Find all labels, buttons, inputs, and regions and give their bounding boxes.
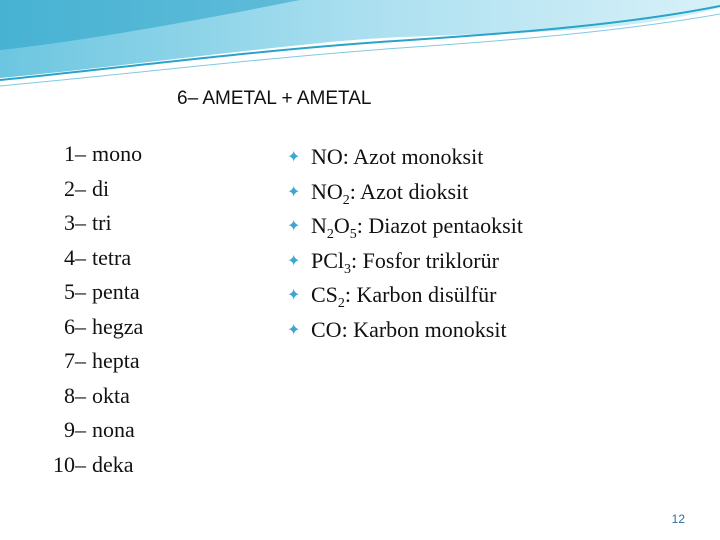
prefix-number: 7–: [64, 348, 86, 373]
prefix-number: 9–: [64, 417, 86, 442]
compound-name: : Azot dioksit: [349, 178, 469, 204]
prefix-number: 3–: [64, 210, 86, 235]
compound-list: [287, 140, 707, 347]
compound-name: : Karbon monoksit: [341, 316, 507, 342]
prefix-item: [50, 206, 145, 241]
formula-part: 5: [349, 227, 357, 242]
formula-part: CO: [311, 316, 342, 342]
bullet-icon: ✦: [287, 252, 301, 270]
formula-part: N: [311, 213, 327, 238]
prefix-name: tetra: [92, 244, 132, 270]
prefix-name: hepta: [92, 348, 140, 373]
prefix-name: penta: [92, 279, 140, 304]
compound-name: : Karbon disülfür: [344, 282, 497, 307]
compound-formula: [311, 178, 350, 208]
header-wave-banner: [0, 0, 720, 90]
bullet-icon: ✦: [287, 218, 301, 235]
prefix-item: [50, 137, 145, 172]
formula-part: O: [333, 213, 350, 238]
compound-name: : Azot monoksit: [342, 144, 484, 169]
compound-formula: [311, 317, 342, 342]
prefix-list: [50, 137, 160, 482]
bullet-icon: ✦: [287, 287, 301, 304]
prefix-item: [50, 344, 145, 379]
bullet-icon: ✦: [287, 149, 301, 166]
prefix-item: [50, 241, 145, 276]
bullet-icon: ✦: [287, 183, 301, 201]
prefix-name: mono: [92, 141, 143, 166]
compound-item: [287, 244, 707, 279]
prefix-item: [50, 310, 145, 345]
prefix-number: 2–: [64, 175, 86, 201]
formula-part: 2: [337, 296, 345, 311]
compound-item: [287, 175, 707, 210]
prefix-item: [50, 448, 145, 483]
compound-formula: [311, 213, 357, 242]
slide-title: 6– AMETAL + AMETAL: [177, 88, 372, 109]
prefix-number: 10–: [53, 451, 86, 477]
compound-formula: [311, 144, 343, 169]
prefix-number: 1–: [64, 141, 86, 166]
prefix-number: 8–: [64, 382, 86, 408]
compound-formula: [311, 282, 345, 311]
compound-name: : Fosfor triklorür: [351, 247, 499, 273]
compound-name: : Diazot pentaoksit: [356, 213, 523, 238]
formula-part: NO: [311, 178, 343, 204]
prefix-name: okta: [92, 382, 130, 408]
prefix-item: [50, 413, 145, 448]
prefix-name: nona: [92, 417, 135, 442]
compound-item: [287, 209, 707, 244]
formula-part: 3: [344, 261, 352, 277]
compound-formula: [311, 247, 352, 277]
formula-part: 2: [326, 227, 334, 242]
formula-part: NO: [311, 144, 343, 169]
formula-part: CS: [311, 282, 338, 307]
prefix-number: 6–: [64, 313, 86, 339]
compound-item: [287, 313, 707, 348]
prefix-item: [50, 172, 145, 207]
prefix-name: hegza: [92, 313, 144, 339]
compound-item: [287, 278, 707, 313]
prefix-name: di: [92, 175, 110, 201]
prefix-item: [50, 275, 145, 310]
prefix-name: tri: [92, 210, 112, 235]
formula-part: PCl: [311, 247, 345, 273]
prefix-number: 4–: [64, 244, 86, 270]
prefix-item: [50, 379, 145, 414]
compound-item: [287, 140, 707, 175]
slide-number: 12: [671, 512, 685, 526]
bullet-icon: ✦: [287, 321, 301, 339]
formula-part: 2: [342, 192, 350, 208]
prefix-number: 5–: [64, 279, 86, 304]
prefix-name: deka: [92, 451, 134, 477]
